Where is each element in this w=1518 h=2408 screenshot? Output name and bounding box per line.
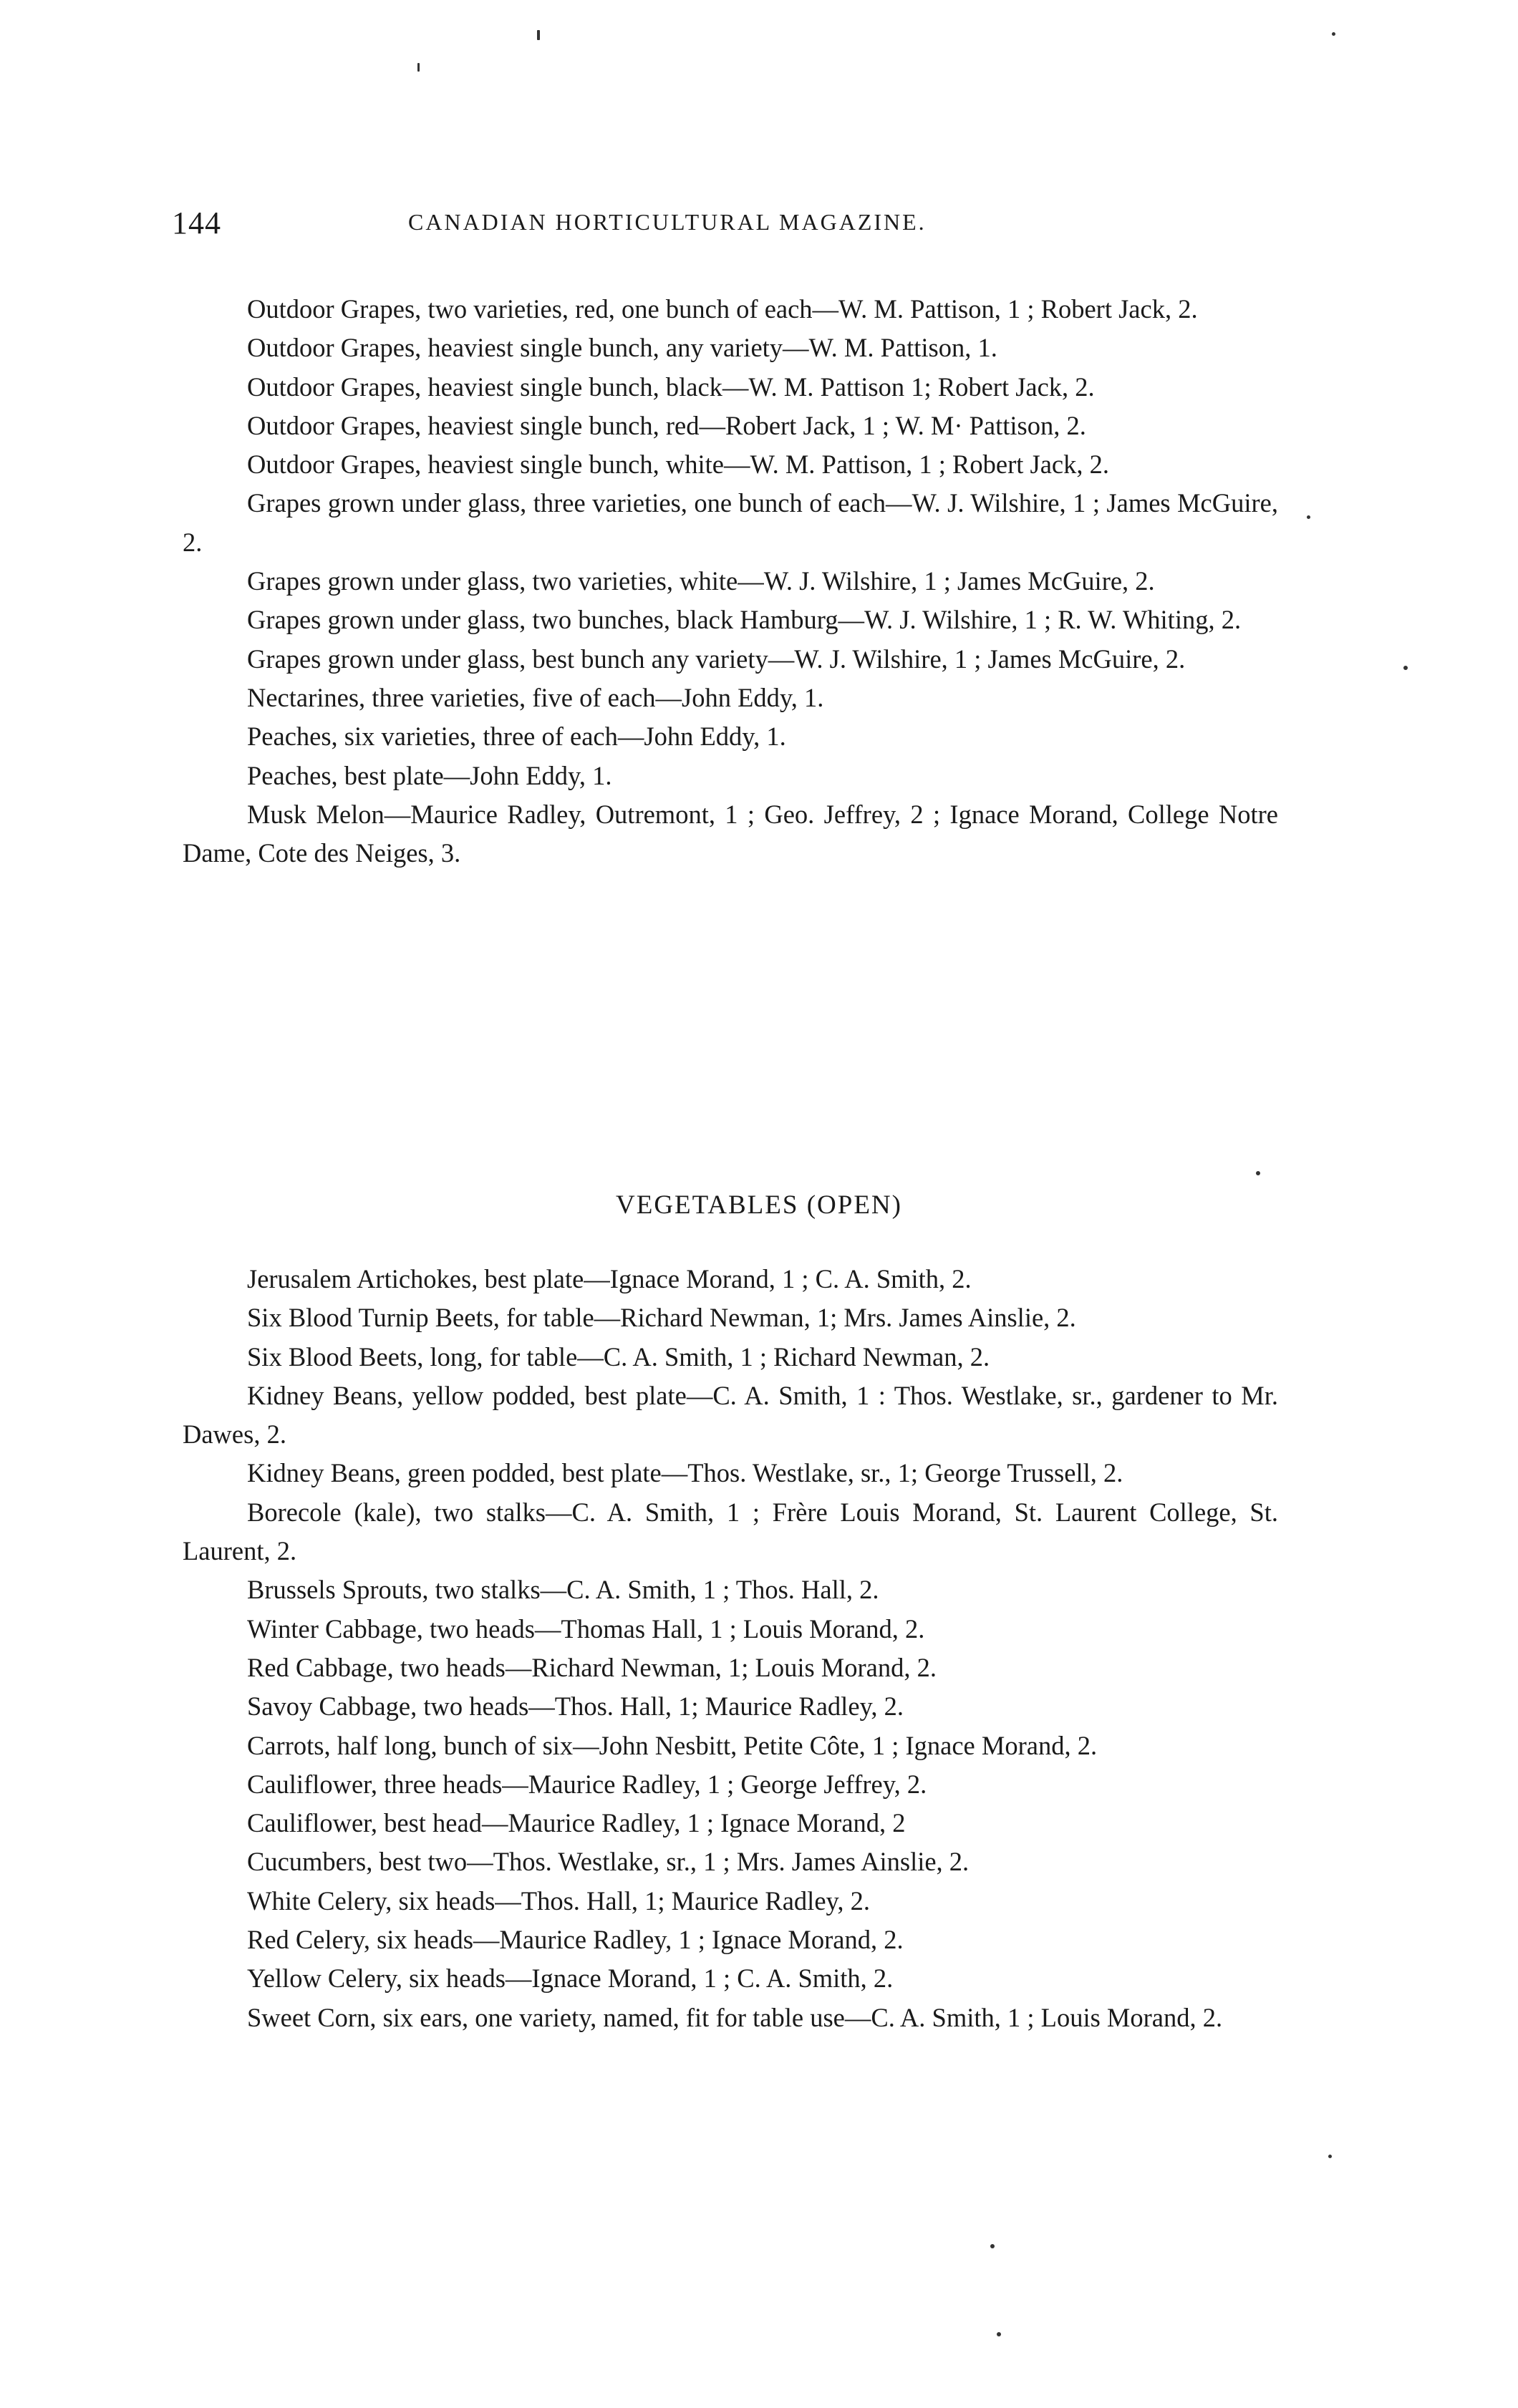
scan-speck	[537, 30, 540, 40]
page-number: 144	[172, 205, 221, 241]
prize-entry: Outdoor Grapes, heaviest single bunch, white—W. M. Pattison, 1 ; Robert Jack, 2.	[247, 450, 1109, 480]
prize-entry: Musk Melon—Maurice Radley, Outremont, 1 ; Geo. Jeffrey, 2 ; Ignace Morand, College Notre Dame, Cote des Neiges, 3.	[183, 799, 1278, 868]
prize-entry: White Celery, six heads—Thos. Hall, 1; Maurice Radley, 2.	[247, 1885, 871, 1916]
prize-entry: Winter Cabbage, two heads—Thomas Hall, 1 ; Louis Morand, 2.	[247, 1613, 925, 1644]
prize-entry: Carrots, half long, bunch of six—John Nesbitt, Petite Côte, 1 ; Ignace Morand, 2.	[247, 1730, 1098, 1760]
section-heading-vegetables: VEGETABLES (OPEN)	[616, 1190, 902, 1220]
scan-speck	[417, 63, 420, 72]
scan-speck	[1256, 1171, 1260, 1175]
scan-speck	[1332, 32, 1335, 36]
prize-entry: Red Celery, six heads—Maurice Radley, 1 ; Ignace Morand, 2.	[247, 1925, 904, 1955]
prize-entry: Six Blood Turnip Beets, for table—Richard Newman, 1; Mrs. James Ainslie, 2.	[247, 1303, 1076, 1333]
prize-entry: Cauliflower, best head—Maurice Radley, 1 ; Ignace Morand, 2	[247, 1808, 906, 1838]
prize-entry: Kidney Beans, green podded, best plate—Thos. Westlake, sr., 1; George Trussell, 2.	[247, 1458, 1123, 1488]
scan-speck	[990, 2244, 995, 2248]
prize-entry: Red Cabbage, two heads—Richard Newman, 1; Louis Morand, 2.	[247, 1652, 937, 1682]
prize-entry: Cucumbers, best two—Thos. Westlake, sr., 1 ; Mrs. James Ainslie, 2.	[247, 1847, 970, 1877]
prize-entry: Cauliflower, three heads—Maurice Radley, 1 ; George Jeffrey, 2.	[247, 1769, 927, 1799]
prize-entry: Nectarines, three varieties, five of each—John Eddy, 1.	[247, 682, 824, 712]
prize-entry: Grapes grown under glass, three varieties, one bunch of each—W. J. Wilshire, 1 ; James McGuire, 2.	[183, 488, 1278, 557]
prize-entry: Outdoor Grapes, heaviest single bunch, black—W. M. Pattison 1; Robert Jack, 2.	[247, 372, 1095, 402]
prize-entry: Outdoor Grapes, heaviest single bunch, red—Robert Jack, 1 ; W. M· Pattison, 2.	[247, 410, 1086, 440]
prize-entry: Peaches, best plate—John Eddy, 1.	[247, 760, 612, 790]
prize-entry: Peaches, six varieties, three of each—John Eddy, 1.	[247, 722, 786, 752]
scan-speck	[997, 2332, 1001, 2336]
vegetable-prize-list	[183, 1260, 1278, 2037]
prize-entry: Kidney Beans, yellow podded, best plate—C. A. Smith, 1 : Thos. Westlake, sr., gardener to Mr. Dawes, 2.	[183, 1380, 1278, 1450]
running-head: CANADIAN HORTICULTURAL MAGAZINE.	[408, 209, 927, 235]
prize-entry: Grapes grown under glass, best bunch any variety—W. J. Wilshire, 1 ; James McGuire, 2.	[247, 644, 1186, 674]
scan-speck	[1307, 515, 1310, 519]
prize-entry: Six Blood Beets, long, for table—C. A. Smith, 1 ; Richard Newman, 2.	[247, 1341, 990, 1372]
prize-entry: Jerusalem Artichokes, best plate—Ignace Morand, 1 ; C. A. Smith, 2.	[247, 1264, 972, 1293]
prize-entry: Sweet Corn, six ears, one variety, named, fit for table use—C. A. Smith, 1 ; Louis Morand, 2.	[247, 2002, 1223, 2032]
fruit-prize-list	[183, 290, 1278, 873]
prize-entry: Outdoor Grapes, two varieties, red, one bunch of each—W. M. Pattison, 1 ; Robert Jack, 2.	[247, 294, 1198, 324]
page-header	[172, 205, 1275, 248]
scan-speck	[1403, 666, 1408, 670]
prize-entry: Outdoor Grapes, heaviest single bunch, any variety—W. M. Pattison, 1.	[247, 333, 997, 363]
prize-entry: Brussels Sprouts, two stalks—C. A. Smith, 1 ; Thos. Hall, 2.	[247, 1575, 879, 1605]
prize-entry: Borecole (kale), two stalks—C. A. Smith, 1 ; Frère Louis Morand, St. Laurent College, St. Laurent, 2.	[183, 1497, 1278, 1566]
prize-entry: Savoy Cabbage, two heads—Thos. Hall, 1; Maurice Radley, 2.	[247, 1691, 904, 1722]
prize-entry: Yellow Celery, six heads—Ignace Morand, 1 ; C. A. Smith, 2.	[247, 1963, 894, 1994]
prize-entry: Grapes grown under glass, two bunches, black Hamburg—W. J. Wilshire, 1 ; R. W. Whiting, 2.	[247, 605, 1242, 635]
prize-entry: Grapes grown under glass, two varieties, white—W. J. Wilshire, 1 ; James McGuire, 2.	[247, 566, 1155, 596]
scan-speck	[1328, 2155, 1332, 2158]
